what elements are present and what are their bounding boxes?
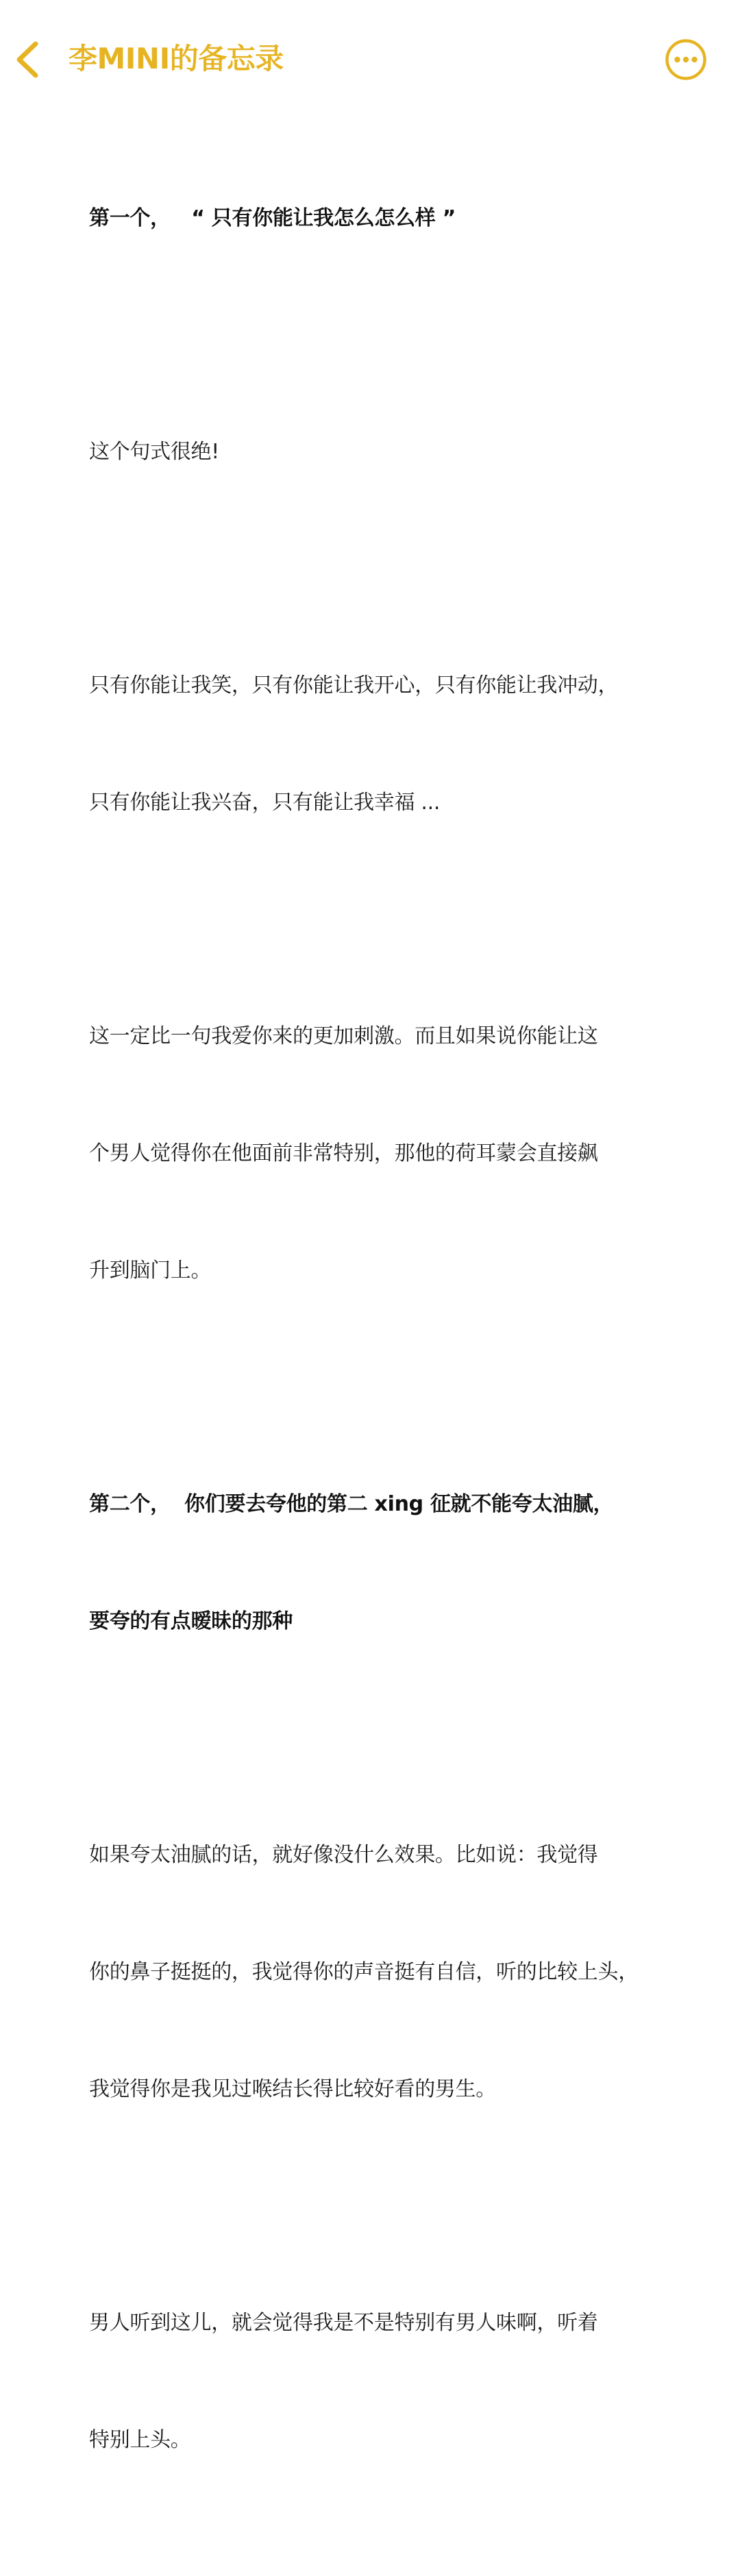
text-line: 这一定比一句我爱你来的更加刺激。而且如果说你能让这 <box>89 1024 598 1048</box>
paragraph <box>89 1757 685 2187</box>
heading-second-point <box>89 1407 685 1719</box>
text-line: 只有你能让我笑，只有你能让我开心，只有你能让我冲动， <box>89 673 619 697</box>
text-line: 这个句式很绝! <box>89 440 219 464</box>
paragraph <box>89 939 685 1368</box>
more-options-button[interactable] <box>665 38 707 81</box>
text-line: 升到脑门上。 <box>89 1259 212 1283</box>
paragraph <box>89 588 685 900</box>
paragraph <box>89 354 685 549</box>
text-line: 只有你能让我兴奋，只有能让我幸福 ... <box>89 791 441 815</box>
page-title: 李MINI的备忘录 <box>69 42 284 75</box>
back-button[interactable] <box>12 38 47 81</box>
text-line: 我觉得你是我见过喉结长得比较好看的男生。 <box>89 2077 496 2101</box>
text-line: 要夸的有点暧昧的那种 <box>89 1609 293 1633</box>
text-line: 男人听到这儿，就会觉得我是不是特别有男人味啊，听着 <box>89 2311 598 2335</box>
paragraph <box>89 2225 685 2538</box>
chevron-left-icon <box>12 38 47 81</box>
more-horizontal-icon <box>665 38 707 81</box>
heading-first-point <box>89 121 685 316</box>
nav-header <box>0 0 740 116</box>
text-line: 第一个， “ 只有你能让我怎么怎么样 ” <box>89 206 456 230</box>
note-body <box>89 121 685 2576</box>
text-line: 如果夸太油腻的话，就好像没什么效果。比如说：我觉得 <box>89 1843 598 1867</box>
text-line: 个男人觉得你在他面前非常特别，那他的荷耳蒙会直接飙 <box>89 1141 598 1165</box>
text-line: 你的鼻子挺挺的，我觉得你的声音挺有自信，听的比较上头， <box>89 1960 639 1984</box>
text-line: 特别上头。 <box>89 2428 191 2452</box>
text-line: 第二个， 你们要去夸他的第二 xing 征就不能夸太油腻， <box>89 1492 614 1516</box>
